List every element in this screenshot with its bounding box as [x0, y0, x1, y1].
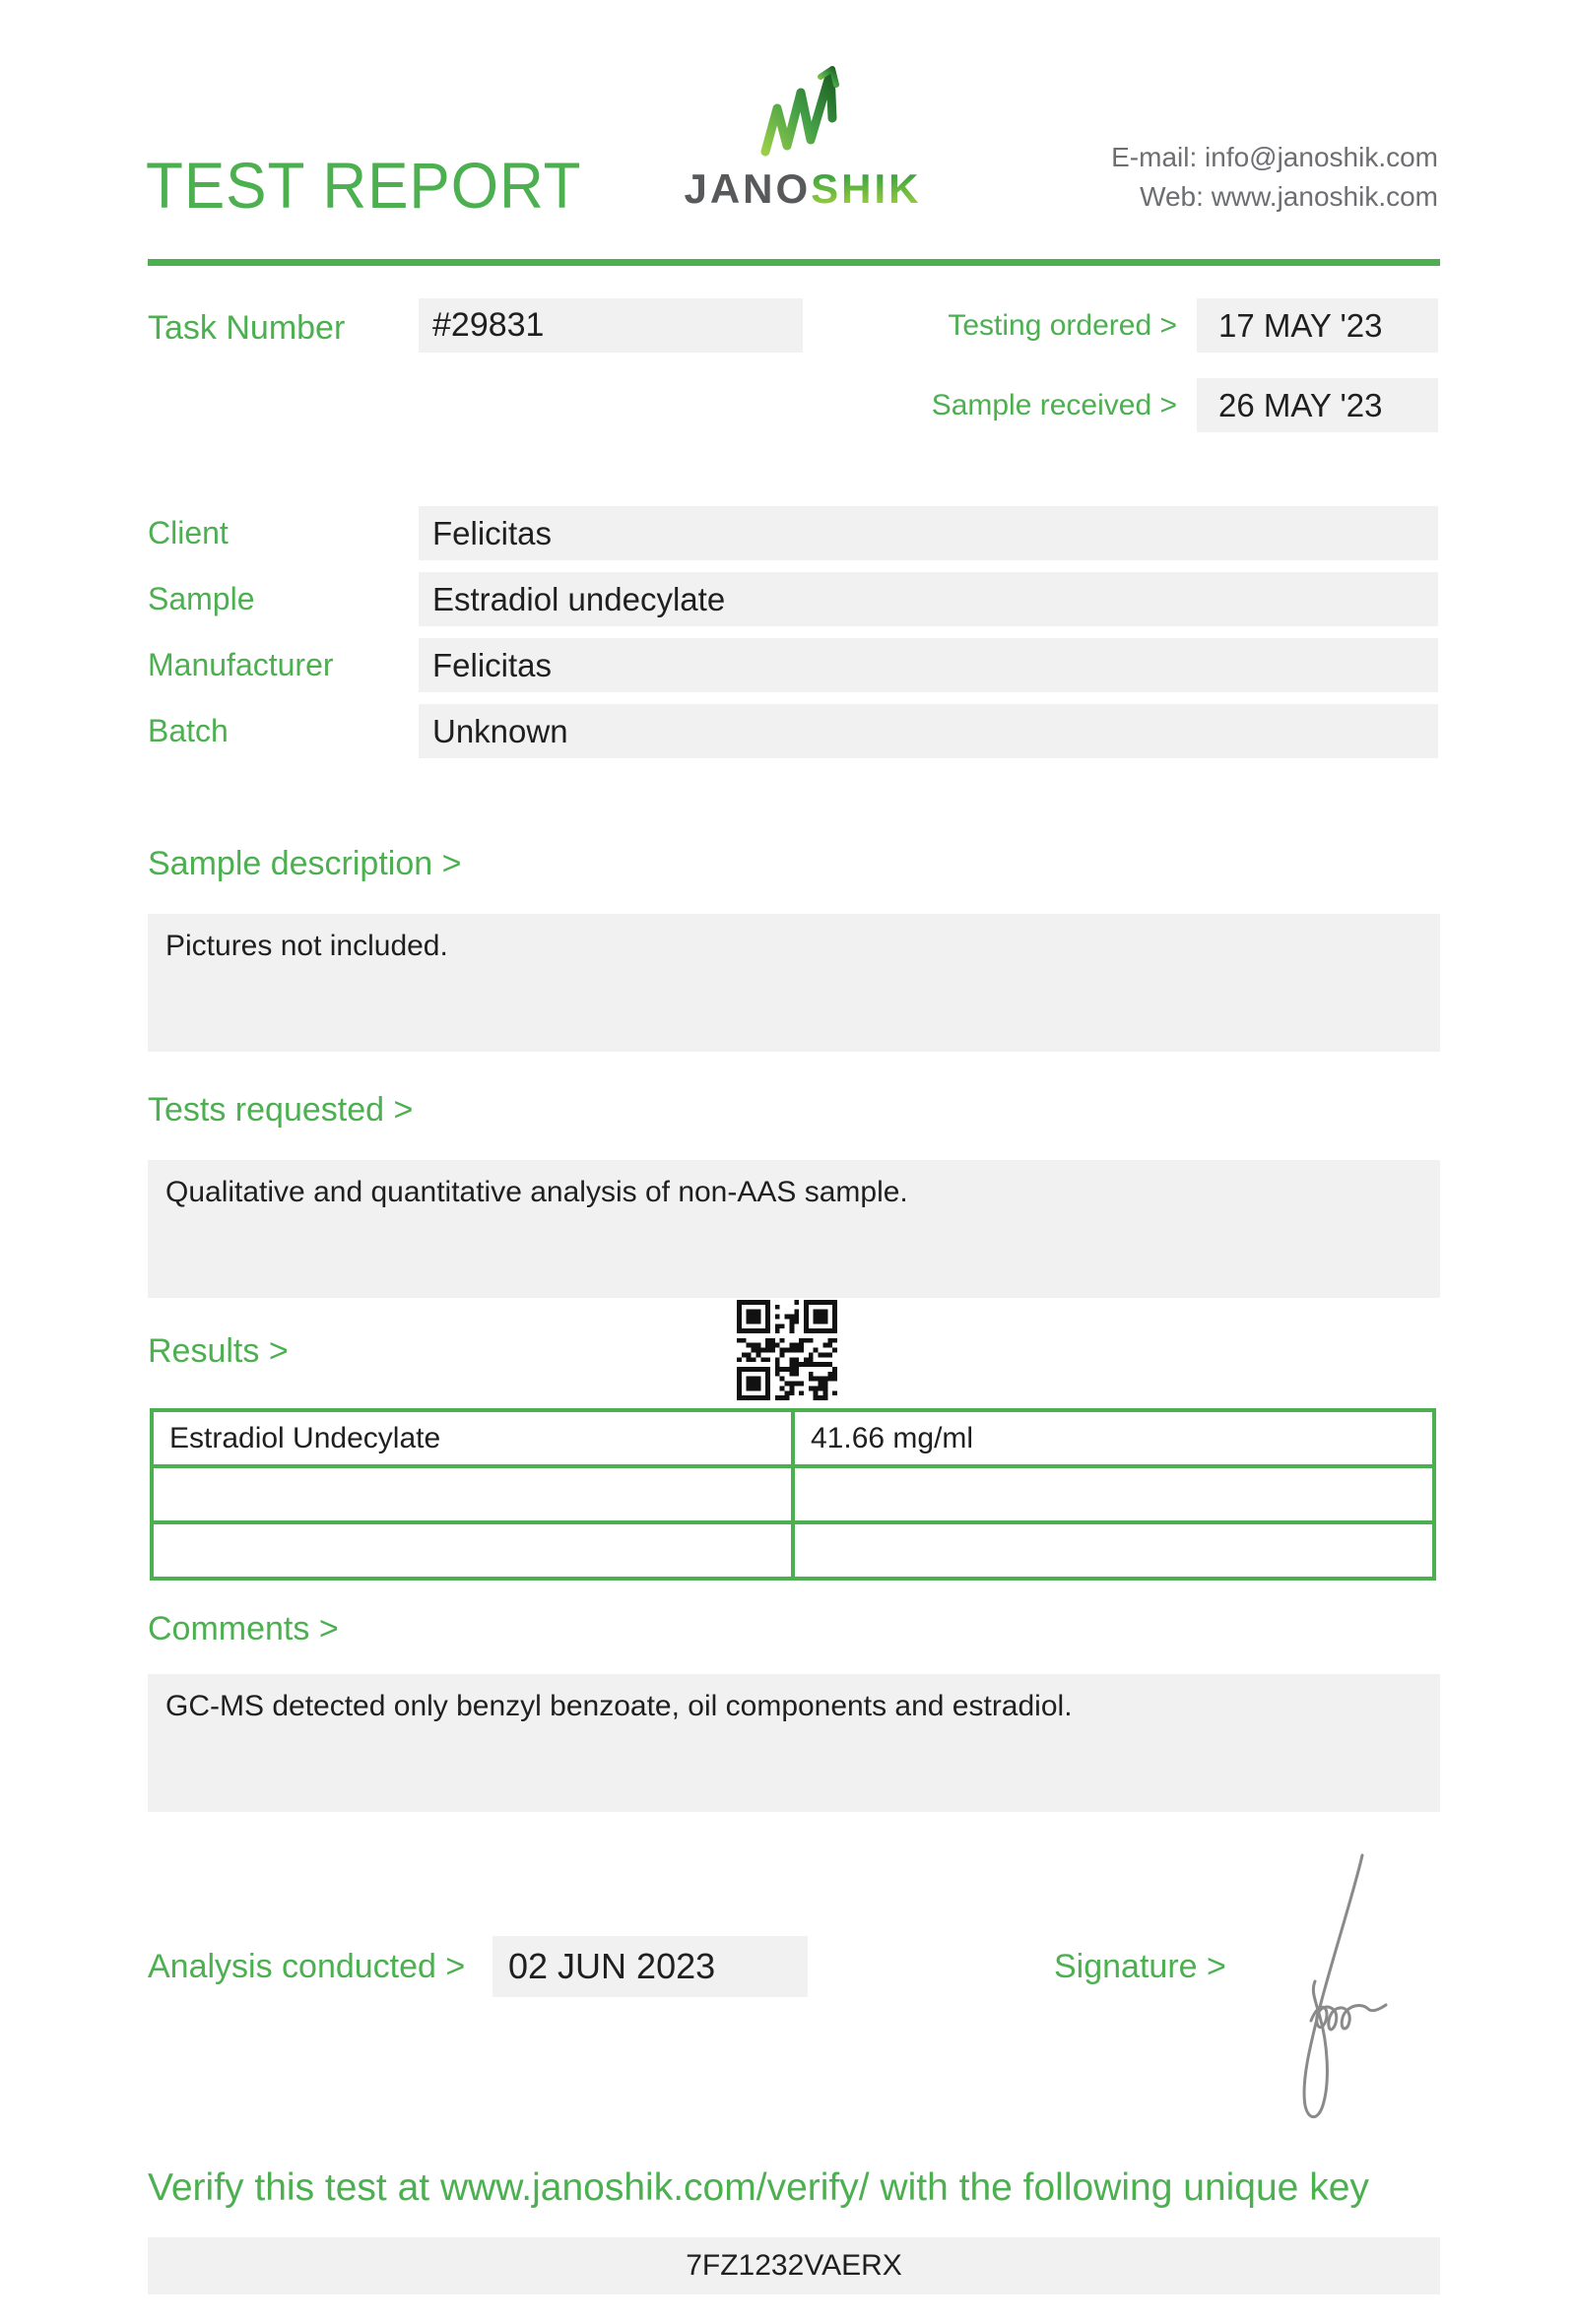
sample-value: Estradiol undecylate	[419, 572, 1438, 626]
contact-email: E-mail: info@janoshik.com	[1111, 142, 1438, 172]
manufacturer-label: Manufacturer	[148, 647, 334, 682]
sample-label: Sample	[148, 581, 255, 616]
header-divider	[148, 259, 1440, 266]
client-value: Felicitas	[419, 506, 1438, 560]
result-analyte	[152, 1522, 793, 1579]
signature-label: Signature >	[1054, 1948, 1226, 1985]
tests-requested-body: Qualitative and quantitative analysis of non-AAS sample.	[148, 1160, 1440, 1298]
page-title: TEST REPORT	[146, 149, 582, 222]
table-row	[152, 1522, 1434, 1579]
analysis-conducted-label: Analysis conducted >	[148, 1948, 466, 1985]
sample-description-body: Pictures not included.	[148, 914, 1440, 1052]
batch-value: Unknown	[419, 704, 1438, 758]
sample-received-label: Sample received >	[931, 389, 1177, 421]
logo-text-shik: SHIK	[811, 165, 922, 212]
results-table	[150, 1408, 1436, 1581]
result-analyte: Estradiol Undecylate	[152, 1410, 793, 1466]
verify-instruction: Verify this test at www.janoshik.com/verify/ with the following unique key	[148, 2166, 1369, 2209]
logo-wordmark	[650, 165, 955, 213]
results-heading: Results >	[148, 1332, 289, 1370]
growth-chart-icon	[744, 57, 862, 160]
result-value: 41.66 mg/ml	[793, 1410, 1434, 1466]
testing-ordered-value: 17 MAY '23	[1197, 298, 1438, 353]
batch-label: Batch	[148, 713, 229, 748]
client-label: Client	[148, 515, 229, 550]
testing-ordered-label: Testing ordered >	[948, 309, 1177, 342]
analysis-date-value: 02 JUN 2023	[492, 1936, 808, 1997]
verify-key: 7FZ1232VAERX	[148, 2237, 1440, 2294]
logo-text-jano: JANO	[684, 165, 812, 212]
sample-description-heading: Sample description >	[148, 845, 462, 882]
contact-block	[1111, 138, 1438, 217]
sample-received-value: 26 MAY '23	[1197, 378, 1438, 432]
handwritten-signature	[1266, 1847, 1394, 2138]
task-number-value: #29831	[419, 298, 803, 353]
qr-code	[737, 1300, 837, 1400]
janoshik-logo	[650, 57, 955, 213]
result-value	[793, 1522, 1434, 1579]
table-row	[152, 1466, 1434, 1522]
comments-body: GC-MS detected only benzyl benzoate, oil components and estradiol.	[148, 1674, 1440, 1812]
tests-requested-heading: Tests requested >	[148, 1091, 414, 1129]
result-value	[793, 1466, 1434, 1522]
manufacturer-value: Felicitas	[419, 638, 1438, 692]
task-number-label: Task Number	[148, 309, 346, 347]
result-analyte	[152, 1466, 793, 1522]
table-row	[152, 1410, 1434, 1466]
comments-heading: Comments >	[148, 1610, 339, 1647]
contact-web: Web: www.janoshik.com	[1140, 181, 1438, 212]
